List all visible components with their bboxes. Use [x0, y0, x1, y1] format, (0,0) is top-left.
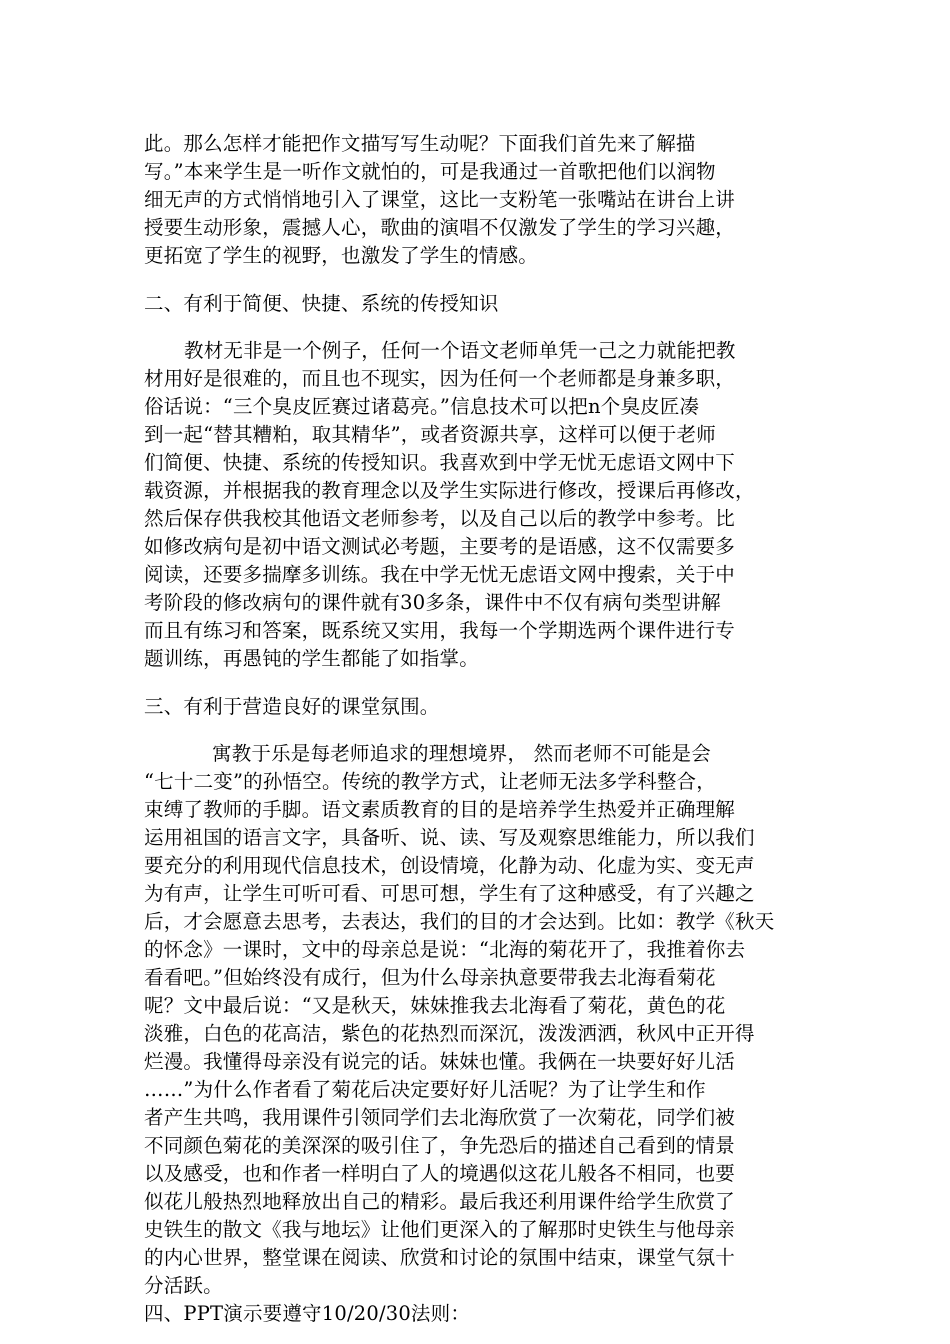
text-line: 束缚了教师的手脚。语文素质教育的目的是培养学生热爱并正确理解 — [144, 798, 736, 821]
text-line: 者产生共鸣，我用课件引领同学们去北海欣赏了一次菊花，同学们被 — [144, 1106, 736, 1129]
text-line: 要充分的利用现代信息技术，创设情境，化静为动、化虚为实、变无声 — [144, 854, 755, 877]
text-line: ……”为什么作者看了菊花后决定要好好儿活呢？为了让学生和作 — [144, 1078, 706, 1101]
text-line: 以及感受，也和作者一样明白了人的境遇似这花儿般各不相同，也要 — [144, 1162, 736, 1185]
text-line: 烂漫。我懂得母亲没有说完的话。妹妹也懂。我俩在一块要好好儿活 — [144, 1050, 736, 1073]
text-line: 材用好是很难的，而且也不现实，因为任何一个老师都是身兼多职， — [144, 367, 736, 390]
text-line: 俗话说：“三个臭皮匠赛过诸葛亮。”信息技术可以把n个臭皮匠凑 — [144, 395, 700, 418]
text-line: 寓教于乐是每老师追求的理想境界， 然而老师不可能是会 — [212, 742, 711, 765]
section-heading: 四、PPT演示要遵守10/20/30法则： — [144, 1302, 471, 1325]
text-line: 阅读，还要多揣摩多训练。我在中学无忧无虑语文网中搜索，关于中 — [144, 563, 736, 586]
text-line: 后，才会愿意去思考，去表达，我们的目的才会达到。比如：教学《秋天 — [144, 910, 775, 933]
text-line: 而且有练习和答案，既系统又实用，我每一个学期选两个课件进行专 — [144, 619, 736, 642]
section-heading: 二、有利于简便、快捷、系统的传授知识 — [144, 292, 499, 315]
text-line: 看看吧。”但始终没有成行，但为什么母亲执意要带我去北海看菊花 — [144, 966, 716, 989]
text-line: 授要生动形象，震撼人心，歌曲的演唱不仅激发了学生的学习兴趣， — [144, 216, 736, 239]
text-line: 淡雅，白色的花高洁，紫色的花热烈而深沉，泼泼洒洒，秋风中正开得 — [144, 1022, 755, 1045]
text-line: 似花儿般热烈地释放出自己的精彩。最后我还利用课件给学生欣赏了 — [144, 1190, 736, 1213]
text-line: 写。”本来学生是一听作文就怕的，可是我通过一首歌把他们以润物 — [144, 160, 716, 183]
text-line: 不同颜色菊花的美深深的吸引住了，争先恐后的描述自己看到的情景 — [144, 1134, 736, 1157]
text-line: 们简便、快捷、系统的传授知识。我喜欢到中学无忧无虑语文网中下 — [144, 451, 736, 474]
text-line: 分活跃。 — [144, 1274, 223, 1297]
text-line: 此。那么怎样才能把作文描写写生动呢？下面我们首先来了解描 — [144, 132, 696, 155]
text-line: 到一起“替其糟粕，取其精华”，或者资源共享，这样可以便于老师 — [144, 423, 716, 446]
section-heading: 三、有利于营造良好的课堂氛围。 — [144, 695, 440, 718]
text-line: 教材无非是一个例子，任何一个语文老师单凭一己之力就能把教 — [184, 339, 736, 362]
text-line: 呢？文中最后说：“又是秋天，妹妹推我去北海看了菊花，黄色的花 — [144, 994, 726, 1017]
text-line: 细无声的方式悄悄地引入了课堂，这比一支粉笔一张嘴站在讲台上讲 — [144, 188, 736, 211]
text-line: 题训练，再愚钝的学生都能了如指掌。 — [144, 647, 479, 670]
text-line: 然后保存供我校其他语文老师参考，以及自己以后的教学中参考。比 — [144, 507, 736, 530]
text-line: 运用祖国的语言文字，具备听、说、读、写及观察思维能力，所以我们 — [144, 826, 755, 849]
text-line: 考阶段的修改病句的课件就有30多条，课件中不仅有病句类型讲解 — [144, 591, 721, 614]
text-line: 史铁生的散文《我与地坛》让他们更深入的了解那时史铁生与他母亲 — [144, 1218, 736, 1241]
text-line: “七十二变”的孙悟空。传统的教学方式，让老师无法多学科整合， — [144, 770, 716, 793]
text-line: 为有声，让学生可听可看、可思可想，学生有了这种感受，有了兴趣之 — [144, 882, 755, 905]
text-line: 载资源，并根据我的教育理念以及学生实际进行修改，授课后再修改， — [144, 479, 755, 502]
text-line: 的内心世界，整堂课在阅读、欣赏和讨论的氛围中结束，课堂气氛十 — [144, 1246, 736, 1269]
text-line: 的怀念》一课时，文中的母亲总是说：“北海的菊花开了，我推着你去 — [144, 938, 746, 961]
text-line: 更拓宽了学生的视野，也激发了学生的情感。 — [144, 244, 539, 267]
text-line: 如修改病句是初中语文测试必考题，主要考的是语感，这不仅需要多 — [144, 535, 736, 558]
